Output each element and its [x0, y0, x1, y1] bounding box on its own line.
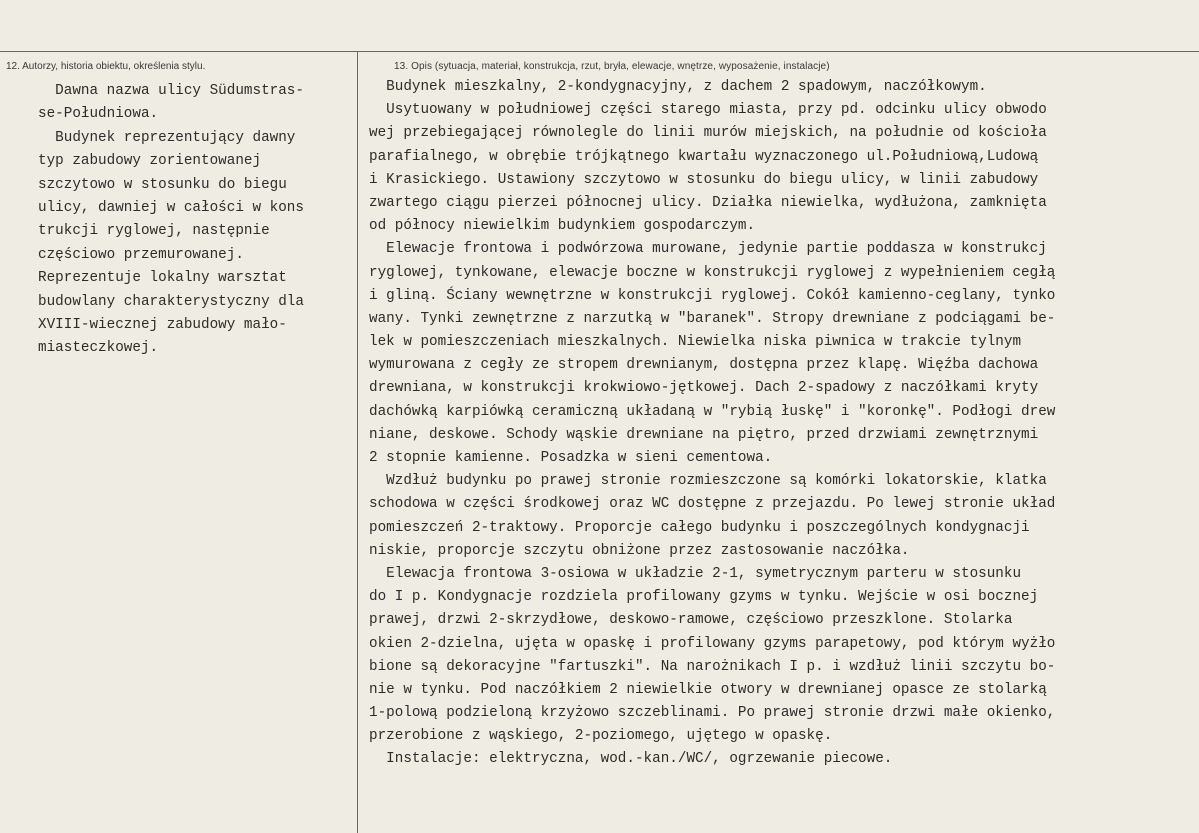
text-line: schodowa w części środkowej oraz WC dostępne z przejazdu. Po lewej stronie układ: [369, 496, 1056, 513]
text-line: drewniana, w konstrukcji krokwiowo-jętkowej. Dach 2-spadowy z naczółkami kryty: [369, 380, 1039, 397]
text-line: XVIII-wiecznej zabudowy mało-: [38, 316, 287, 333]
text-line: i gliną. Ściany wewnętrzne w konstrukcji ryglowej. Cokół kamienno-ceglany, tynko: [369, 287, 1056, 304]
text-line: dachówką karpiówką ceramiczną układaną w "rybią łuskę" i "koronkę". Podłogi drew: [369, 403, 1056, 420]
history-text-block: [38, 80, 358, 361]
text-line: nie w tynku. Pod naczółkiem 2 niewielkie otwory w drewnianej opasce ze stolarką: [369, 681, 1047, 698]
text-line: ulicy, dawniej w całości w kons: [38, 199, 304, 216]
header-divider: [0, 51, 1199, 52]
text-line: parafialnego, w obrębie trójkątnego kwartału wyznaczonego ul.Południową,Ludową: [369, 148, 1039, 165]
text-line: wany. Tynki zewnętrzne z narzutką w "baranek". Stropy drewniane z podciągami be-: [369, 310, 1056, 327]
description-text-block: [369, 76, 1195, 772]
text-line: niskie, proporcje szczytu obniżone przez zastosowanie naczółka.: [369, 542, 910, 559]
text-line: szczytowo w stosunku do biegu: [38, 176, 287, 193]
text-line: trukcji ryglowej, następnie: [38, 223, 270, 240]
text-line: od północy niewielkim budynkiem gospodarczym.: [369, 218, 756, 235]
text-line: do I p. Kondygnacje rozdziela profilowany gzyms w tynku. Wejście w osi bocznej: [369, 589, 1039, 606]
text-line: Reprezentuje lokalny warsztat: [38, 270, 287, 287]
text-line: przerobione z wąskiego, 2-poziomego, ujętego w opaskę.: [369, 728, 833, 745]
text-line: prawej, drzwi 2-skrzydłowe, deskowo-ramowe, częściowo przeszklone. Stolarka: [369, 612, 1013, 629]
text-line: Elewacje frontowa i podwórzowa murowane, jedynie partie poddasza w konstrukcj: [369, 241, 1047, 258]
text-line: zwartego ciągu pierzei północnej ulicy. Działka niewielka, wydłużona, zamknięta: [369, 194, 1047, 211]
text-line: wej przebiegającej równolegle do linii murów miejskich, na południe od kościoła: [369, 125, 1047, 142]
text-line: budowlany charakterystyczny dla: [38, 293, 304, 310]
text-line: Budynek reprezentujący dawny: [38, 129, 296, 146]
text-line: miasteczkowej.: [38, 340, 159, 357]
text-line: Usytuowany w południowej części starego miasta, przy pd. odcinku ulicy obwodo: [369, 102, 1047, 119]
text-line: okien 2-dzielna, ujęta w opaskę i profilowany gzyms parapetowy, pod którym wyżło: [369, 635, 1056, 652]
field-13-heading: 13. Opis (sytuacja, materiał, konstrukcja, rzut, bryła, elewacje, wnętrze, wyposażenie, instalacje): [394, 61, 830, 72]
text-line: ryglowej, tynkowane, elewacje boczne w konstrukcji ryglowej z wypełnieniem cegłą: [369, 264, 1056, 281]
text-line: i Krasickiego. Ustawiony szczytowo w stosunku do biegu ulicy, w linii zabudowy: [369, 171, 1039, 188]
text-line: se-Południowa.: [38, 106, 159, 123]
text-line: typ zabudowy zorientowanej: [38, 153, 262, 170]
text-line: Budynek mieszkalny, 2-kondygnacyjny, z dachem 2 spadowym, naczółkowym.: [369, 79, 987, 95]
text-line: Dawna nazwa ulicy Südumstras-: [38, 83, 304, 99]
text-line: lek w pomieszczeniach mieszkalnych. Niewielka niska piwnica w trakcie tylnym: [369, 334, 1022, 351]
field-12-heading: 12. Autorzy, historia obiektu, określenia stylu.: [6, 61, 206, 72]
text-line: Instalacje: elektryczna, wod.-kan./WC/, ogrzewanie piecowe.: [369, 751, 893, 768]
text-line: 1-polową podzieloną krzyżowo szczeblinami. Po prawej stronie drzwi małe okienko,: [369, 705, 1056, 722]
text-line: niane, deskowe. Schody wąskie drewniane na piętro, przed drzwiami zewnętrznymi: [369, 426, 1039, 443]
text-line: bione są dekoracyjne "fartuszki". Na narożnikach I p. i wzdłuż linii szczytu bo-: [369, 658, 1056, 675]
text-line: Elewacja frontowa 3-osiowa w układzie 2-1, symetrycznym parteru w stosunku: [369, 565, 1022, 582]
text-line: Wzdłuż budynku po prawej stronie rozmieszczone są komórki lokatorskie, klatka: [369, 473, 1047, 490]
text-line: pomieszczeń 2-traktowy. Proporcje całego budynku i poszczególnych kondygnacji: [369, 519, 1030, 536]
text-line: wymurowana z cegły ze stropem drewnianym, dostępna przez klapę. Więźba dachowa: [369, 357, 1039, 374]
text-line: częściowo przemurowanej.: [38, 246, 244, 263]
text-line: 2 stopnie kamienne. Posadzka w sieni cementowa.: [369, 450, 773, 466]
